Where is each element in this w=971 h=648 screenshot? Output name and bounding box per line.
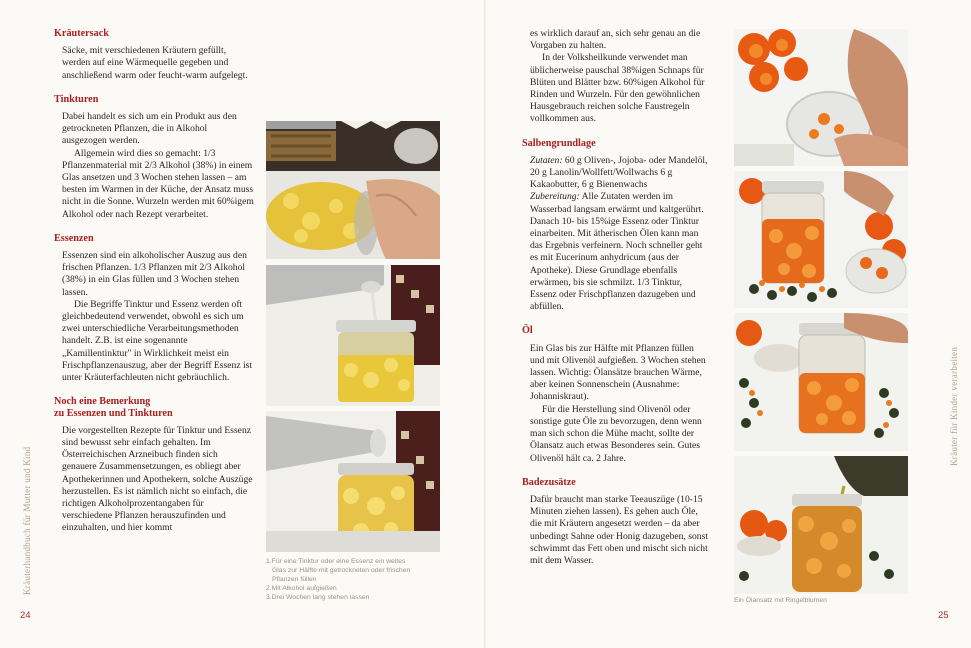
section-tinkturen	[54, 94, 254, 221]
section-oel	[522, 325, 710, 464]
right-page	[486, 0, 971, 648]
left-text-column	[54, 28, 254, 547]
heading-kraeutersack: Kräutersack	[54, 28, 109, 39]
photo-jar-standing	[266, 411, 440, 552]
section-essenzen	[54, 233, 254, 384]
photo-calendula-oil-pouring	[734, 456, 908, 594]
photo-dried-flowers-jar	[266, 121, 440, 259]
left-side-title: Kräuterhandbuch für Mutter und Kind	[22, 446, 32, 595]
photo-calendula-jar-hand	[734, 313, 908, 451]
heading-oel: Öl	[522, 325, 533, 337]
section-badezusaetze	[522, 477, 710, 567]
left-page-number: 24	[20, 610, 31, 621]
label-zubereitung: Zubereitung:	[530, 191, 580, 203]
paragraph: Ein Glas bis zur Hälfte mit Pflanzen füllen und mit Olivenöl aufgießen. 3 Wochen stehen lassen. Wichtig: Ölansätze brauchen Wärme, aber keinen Sonnenschein (Ausnahme: Johanniskraut).	[530, 342, 706, 403]
caption-line: Pflanzen füllen	[272, 576, 317, 583]
right-page-number: 25	[938, 610, 949, 621]
photo-pouring-alcohol	[266, 265, 440, 406]
photo-captions-left	[266, 557, 441, 602]
paragraph: es wirklich darauf an, sich sehr genau an die Vorgaben zu halten.	[530, 28, 701, 52]
heading-badezusaetze: Badezusätze	[522, 476, 576, 488]
heading-salbengrundlage: Salbengrundlage	[522, 137, 596, 149]
photo-calendula-jar-filling	[734, 171, 908, 308]
text-zutaten: 60 g Oliven-, Jojoba- oder Mandelöl, 20 g Lanolin/Wollfett/Wollwachs 6 g Kakaobutter, 6 g Bienenwachs	[530, 154, 708, 191]
paragraph: Dabei handelt es sich um ein Produkt aus den getrockneten Pflanzen, die in Alkohol ausgezogen werden.	[62, 111, 237, 147]
heading-bemerkung	[54, 396, 254, 420]
section-intro	[522, 28, 710, 126]
section-salbengrundlage	[522, 138, 710, 314]
text-zubereitung: Alle Zutaten werden im Wasserbad langsam erwärmt und kaltgerührt. Danach 10- bis 15%ige Essenz oder Tinktur einarbeiten. Mit ätherischen Ölen kann man das Ergebnis verfeinern. Noch schneller geht es mit Eucerinum anhydricum (aus der Apotheke). Diese Grundlage ebenfalls erwärmen, bis sie schmilzt. 1/3 Tinktur, Essenz oder Frischpflanzen dazugeben und abfüllen.	[530, 191, 704, 313]
caption-line: 1.Für eine Tinktur oder eine Essenz ein weites	[266, 558, 406, 565]
section-bemerkung	[54, 396, 254, 534]
paragraph	[530, 191, 710, 313]
paragraph	[530, 155, 710, 192]
photo-calendula-hands	[734, 29, 908, 166]
paragraph: Allgemein wird dies so gemacht: 1/3 Pflanzenmaterial mit 2/3 Alkohol (38%) in einem Glas ansetzen und 3 Wochen stehen lassen – am besten im Warmen in der Küche, der Ansatz muss nicht in die Sonne. Wurzeln werden mit 60%igem Alkohol oder nach Rezept verarbeitet.	[62, 147, 254, 220]
paragraph: Für die Herstellung sind Olivenöl oder sonstige gute Öle zu bevorzugen, denn wenn man sich schon die Mühe macht, sollte der Ölansatz auch etwas Besonderes sein. Gutes Olivenöl hält ca. 2 Jahre.	[530, 403, 702, 464]
right-text-column	[522, 28, 710, 579]
heading-essenzen: Essenzen	[54, 232, 94, 244]
paragraph: In der Volksheilkunde verwendet man üblicherweise pauschal 38%igen Schnaps für Blüten und Blätter bzw. 60%igen Alkohol für Rinden und Wurzeln. Für den gewöhnlichen Hausgebrauch reichen solche Faustregeln vollkommen aus.	[530, 52, 705, 125]
paragraph: Die Begriffe Tinktur und Essenz werden oft gleichbedeutend verwendet, obwohl es sich um zwei unterschiedliche Verarbeitungsmethoden handelt. Z.B. ist eine sogenannte „Kamillentinktur" in Wirklichkeit meist ein Frischpflanzenauszug, aber der Begriff Essenz ist unter Kräuterfachleuten nicht gebräuchlich.	[62, 298, 253, 384]
caption-line: 2.Mit Alkohol aufgießen	[266, 585, 337, 592]
caption-line: Glas zur Hälfte mit getrockneten oder frischen	[272, 567, 411, 574]
label-zutaten: Zutaten:	[530, 154, 563, 166]
heading-line: zu Essenzen und Tinkturen	[54, 408, 173, 420]
section-kraeutersack	[54, 28, 254, 82]
photo-caption-right: Ein Ölansatz mit Ringelblumen	[734, 597, 827, 604]
paragraph: Dafür braucht man starke Teeauszüge (10-15 Minuten ziehen lassen). Es gehen auch Öle, die mit Kräutern angesetzt werden – da aber unbedingt Sahne oder Honig dazugeben, sonst schwimmt das Fett oben und mischt sich nicht mit dem Wasser.	[530, 493, 708, 566]
heading-tinkturen: Tinkturen	[54, 93, 99, 105]
paragraph: Die vorgestellten Rezepte für Tinktur und Essenz sind bewusst sehr einfach gehalten. Im Österreichischen Arzneibuch finden sich genauere Zusammensetzungen, es obliegt aber Apothekerinnen und Apothekern, solche Auszüge herzustellen. Es ist nämlich nicht so einfach, die richtigen Alkoholprozentangaben für verschiedene Pflanzen herauszufinden und einzuhalten, und hier kommt	[62, 424, 253, 534]
paragraph: Säcke, mit verschiedenen Kräutern gefüllt, werden auf eine Wärmequelle gegeben und anschließend warm oder feucht-warm aufgelegt.	[62, 45, 248, 81]
heading-line: Noch eine Bemerkung	[54, 396, 151, 408]
paragraph: Essenzen sind ein alkoholischer Auszug aus den frischen Pflanzen. 1/3 Pflanzen mit 2/3 Alkohol (38%) in ein Glas füllen und 3 Wochen stehen lassen.	[62, 250, 247, 298]
right-side-title: Kräuter für Kinder verarbeiten	[949, 346, 959, 466]
left-page	[0, 0, 485, 648]
caption-line: 3.Drei Wochen lang stehen lassen	[266, 594, 370, 601]
